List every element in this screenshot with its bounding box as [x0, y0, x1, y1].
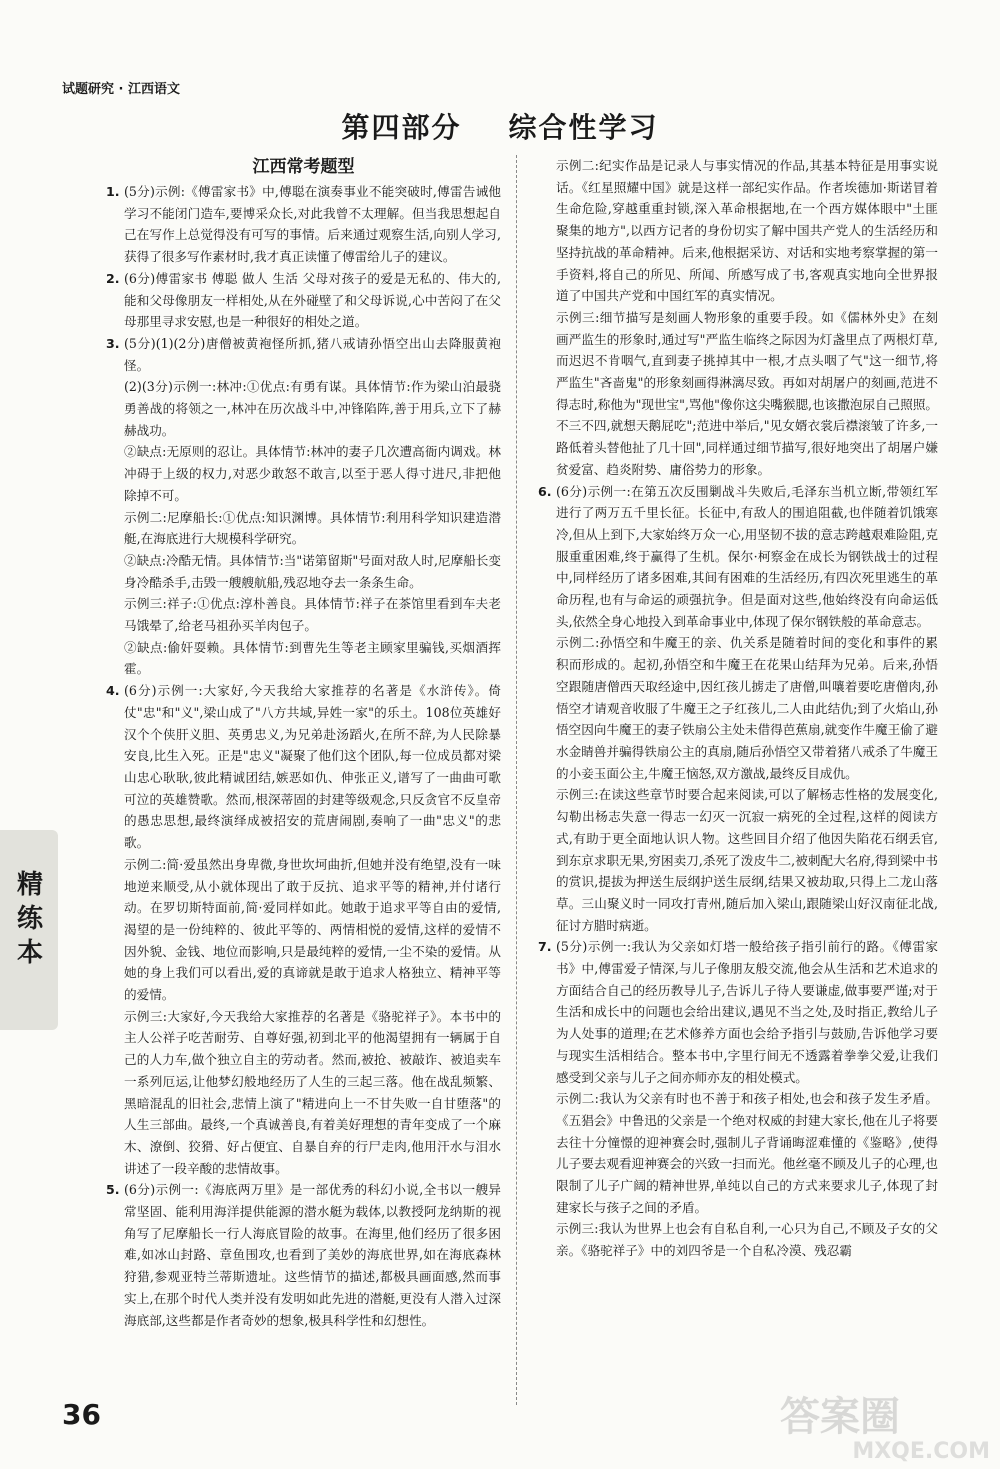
answer-number: 1.: [106, 184, 120, 199]
answer-paragraph: [556, 307, 938, 481]
answer-paragraph: [106, 333, 501, 376]
answer-text: 示例三:细节描写是刻画人物形象的重要手段。如《儒林外史》在刻画严监生的形象时,通过写"严监生临终之际因为灯盏里点了两根灯草,而迟迟不肯咽气,直到妻子挑掉其中一根,才点头咽了气"这一细节,将严监生"吝啬鬼"的形象刻画得淋漓尽致。再如对胡屠户的刻画,范进不得志时,称他为"现世宝",骂他"像你这尖嘴猴腮,也该撒泡尿自己照照。不三不四,就想天鹅屁吃";范进中举后,"见女婿衣裳后襟滚皱了许多,一路低着头替他扯了几十回",同样通过细节描写,很好地突出了胡屠户嫌贫爱富、趋炎附势、庸俗势力的形象。: [556, 309, 939, 477]
left-answer-list: [106, 181, 501, 1331]
answer-text: ②缺点:偷奸耍赖。具体情节:到曹先生等老主顾家里骗钱,买烟酒挥霍。: [124, 639, 501, 677]
answer-text: (5分)示例一:我认为父亲如灯塔一般给孩子指引前行的路。《傅雷家书》中,傅雷爱子情深,与儿子像朋友般交流,他会从生活和艺术追求的方面结合自己的经历教导儿子,告诉儿子待人要谦虚,做事要严谨;对于生活和成长中的问题也会给出建议,遇见不当之处,及时指正,教给儿子为人处事的道理;在艺术修养方面也会给予指引与鼓励,告诉他学习要与现实生活相结合。整本书中,字里行间无不透露着拳拳父爱,让我们感受到父亲与儿子之间亦师亦友的相处模式。: [556, 939, 938, 1085]
answer-paragraph: [556, 632, 938, 784]
answer-paragraph: [556, 155, 938, 307]
answer-paragraph: [124, 593, 501, 636]
answer-text: (6分)傅雷家书 傅聪 做人 生活 父母对孩子的爱是无私的、伟大的,能和父母像朋友一样相处,从在外碰壁了和父母诉说,心中苦闷了在父母那里寻求安慰,也是一种很好的相处之道。: [124, 270, 501, 330]
section-title: 江西常考题型: [252, 157, 355, 177]
answer-paragraph: [124, 1006, 501, 1180]
answer-text: ②缺点:冷酷无情。具体情节:当"诺第留斯"号面对敌人时,尼摩船长变身冷酷杀手,击毁一艘艘航船,残忍地夺去一条条生命。: [124, 552, 501, 590]
answer-text: 示例二:孙悟空和牛魔王的亲、仇关系是随着时间的变化和事件的累积而形成的。起初,孙悟空和牛魔王在花果山结拜为兄弟。后来,孙悟空跟随唐僧西天取经途中,因红孩儿掳走了唐僧,叫嚷着要吃唐僧肉,孙悟空才请观音收服了牛魔王之子红孩儿,二人由此结仇;到了火焰山,孙悟空因向牛魔王的妻子铁扇公主处未借得芭蕉扇,就变作牛魔王偷了避水金睛兽并骗得铁扇公主的真扇,随后孙悟空又带着猪八戒杀了牛魔王的小妾玉面公主,牛魔王恼怒,双方激战,最终反目成仇。: [556, 635, 938, 781]
answer-number: 4.: [106, 683, 120, 699]
answer-item: [106, 333, 501, 680]
answer-paragraph: [124, 507, 501, 550]
answer-item: [538, 481, 938, 937]
answer-text: (2)(3分)示例一:林冲:①优点:有勇有谋。具体情节:作为梁山泊最骁勇善战的将领之一,林冲在历次战斗中,冲锋陷阵,善于用兵,立下了赫赫战功。: [124, 379, 501, 438]
side-label-char: 练: [16, 904, 43, 934]
answer-text: 示例二:纪实作品是记录人与事实情况的作品,其基本特征是用事实说话。《红星照耀中国》就是这样一部纪实作品。作者埃德加·斯诺冒着生命危险,穿越重重封锁,深入革命根据地,在一个西方媒体眼中"土匪聚集的地方",以西方记者的身份切实了解中国共产党人的生活经历和坚持抗战的革命精神。后来,他根据采访、对话和实地考察掌握的第一手资料,将自己的所见、所闻、所感写成了书,客观真实地向全世界报道了中国共产党和中国红军的真实情况。: [556, 158, 938, 304]
side-label: [10, 868, 50, 970]
answer-text: 示例三:大家好,今天我给大家推荐的名著是《骆驼祥子》。本书中的主人公祥子吃苦耐劳、自尊好强,初到北平的他渴望拥有一辆属于自己的人力车,做个独立自主的劳动者。然而,被抢、被敲诈、被追卖车一系列厄运,让他梦幻般地经历了人生的三起三落。他在战乱频繁、黑暗混乱的旧社会,悲情上演了"精进向上一不甘失败一自甘堕落"的人生三部曲。最终,一个真诚善良,有着美好理想的青年变成了一个麻木、潦倒、狡猾、好占便宜、自暴自弃的行尸走肉,他用汗水与泪水讲述了一段辛酸的悲情故事。: [124, 1008, 501, 1176]
answer-number: 7.: [538, 939, 552, 955]
answer-number: 2.: [106, 270, 120, 286]
answer-number: 5.: [106, 1182, 120, 1198]
answer-paragraph: [538, 481, 938, 633]
answer-paragraph: [124, 550, 501, 593]
answer-paragraph: [106, 268, 501, 333]
answer-item: [106, 1179, 501, 1331]
watermark: [780, 1395, 990, 1463]
answer-text: 示例三:祥子:①优点:淳朴善良。具体情节:祥子在茶馆里看到车夫老马饿晕了,给老马祖孙买羊肉包子。: [124, 596, 501, 634]
answer-item: [106, 181, 501, 268]
answer-text: 示例二:尼摩船长:①优点:知识渊博。具体情节:利用科学知识建造潜艇,在海底进行大规模科学研究。: [124, 509, 501, 547]
answer-text: (6分)示例一:《海底两万里》是一部优秀的科幻小说,全书以一艘异常坚固、能利用海洋提供能源的潜水艇为载体,以教授阿龙纳斯的视角写了尼摩船长一行人海底冒险的故事。在海里,他们经历了很多困难,如冰山封路、章鱼围攻,也看到了美妙的海底世界,如在海底森林狩猎,参观亚特兰蒂斯遗址。这些情节的描述,都极具画面感,然而事实上,在那个时代人类并没有发明如此先进的潜艇,更没有人潜入过深海底部,这些都是作者奇妙的想象,极具科学性和幻想性。: [124, 1182, 501, 1328]
answer-paragraph: [556, 1088, 938, 1218]
answer-text: 示例三:我认为世界上也会有自私自利,一心只为自己,不顾及子女的父亲。《骆驼祥子》中的刘四爷是一个自私冷漠、残忍霸: [556, 1221, 938, 1259]
column-divider: [516, 155, 517, 1405]
answer-paragraph: [106, 680, 501, 854]
watermark-logo: 答案圈: [780, 1394, 900, 1440]
answer-item: [538, 155, 938, 481]
answer-item: [106, 680, 501, 1179]
answer-text: (5分)示例:《傅雷家书》中,傅聪在演奏事业不能突破时,傅雷告诫他学习不能闭门造车,要博采众长,对此我曾不太理解。但当我思想起自己在写作上总觉得没有可写的事情。后来通过观察生活,向别人学习,获得了很多写作素材时,我才真正读懂了傅雷给儿子的建议。: [124, 184, 501, 265]
answer-paragraph: [124, 376, 501, 441]
answer-text: ②缺点:无原则的忍让。具体情节:林冲的妻子几次遭高衙内调戏。林冲碍于上级的权力,对恶少敢怒不敢言,以至于恶人得寸进尺,非把他除掉不可。: [124, 444, 501, 503]
page-number: 36: [62, 1398, 101, 1431]
right-answer-list: [538, 155, 938, 1262]
answer-paragraph: [124, 854, 501, 1006]
answer-text: (6分)示例一:在第五次反围剿战斗失败后,毛泽东当机立断,带领红军进行了两万五千里长征。长征中,有敌人的围追阻截,也伴随着饥饿寒冷,但从上到下,大家始终万众一心,用坚韧不拔的意志跨越艰难险阻,克服重重困难,终于赢得了生机。保尔·柯察金在成长为钢铁战士的过程中,同样经历了诸多困难,其间有困难的生活经历,有四次死里逃生的革命历程,也有与命运的顽强抗争。但是面对这些,他始终没有向命运低头,依然全身心地投入到革命事业中,体现了保尔钢铁般的革命意志。: [556, 483, 938, 629]
answer-paragraph: [106, 1179, 501, 1331]
answer-paragraph: [556, 784, 938, 936]
answer-text: 示例三:在读这些章节时要合起来阅读,可以了解杨志性格的发展变化,勾勒出杨志失意一得志一幻灭一沉寂一病死的全过程,这样的阅读方式,有助于更全面地认识人物。这些回目介绍了他因失陷花石纲丢官,到东京求职无果,穷困卖刀,杀死了泼皮牛二,被刺配大名府,得到梁中书的赏识,提拔为押送生辰纲护送生辰纲,结果又被劫取,只得上二龙山落草。三山聚义时一同攻打青州,随后加入梁山,跟随梁山好汉南征北战,征讨方腊时病逝。: [556, 787, 938, 933]
answer-number: 6.: [538, 483, 552, 499]
watermark-url: MXQE.COM: [852, 1439, 990, 1464]
answer-text: (6分)示例一:大家好,今天我给大家推荐的名著是《水浒传》。倚仗"忠"和"义",梁山成了"八方共域,异姓一家"的乐土。108位英雄好汉个个侠肝义胆、英勇忠义,为兄弟赴汤蹈火,在所不辞,为人民除暴安良,比生入死。正是"忠义"凝聚了他们这个团队,每一位成员都对梁山忠心耿耿,彼此精诚团结,嫉恶如仇、伸张正义,谱写了一曲曲可歌可泣的英雄赞歌。然而,根深蒂固的封建等级观念,只反贪官不反皇帝的愚忠思想,最终演绎成被招安的荒唐闹剧,奏响了一曲"忠义"的悲歌。: [124, 683, 501, 851]
answer-item: [538, 936, 938, 1262]
answer-text: (5分)(1)(2分)唐僧被黄袍怪所抓,猪八戒请孙悟空出山去降服黄袍怪。: [124, 335, 501, 373]
answer-paragraph: [124, 637, 501, 680]
answer-paragraph: [124, 441, 501, 506]
side-label-char: 本: [16, 938, 43, 968]
answer-number: 3.: [106, 335, 120, 351]
answer-paragraph: [106, 181, 501, 268]
answer-item: [106, 268, 501, 333]
answer-paragraph: [556, 1218, 938, 1261]
answer-text: 示例二:我认为父亲有时也不善于和孩子相处,也会和孩子发生矛盾。《五猖会》中鲁迅的父亲是一个绝对权威的封建大家长,他在儿子将要去往十分憧憬的迎神赛会时,强制儿子背诵晦涩难懂的《鉴略》,使得儿子要去观看迎神赛会的兴致一扫而光。他丝毫不顾及儿子的心理,也限制了儿子广阔的精神世界,单纯以自己的方式来要求儿子,体现了封建家长与孩子之间的矛盾。: [556, 1091, 938, 1215]
answer-paragraph: [538, 936, 938, 1088]
page-title: 第四部分 综合性学习: [341, 111, 659, 144]
side-label-char: 精: [16, 870, 43, 900]
left-column: [106, 155, 501, 1331]
running-header: 试题研究 · 江西语文: [62, 82, 180, 97]
answer-text: 示例二:简·爱虽然出身卑微,身世坎坷曲折,但她并没有绝望,没有一味地逆来顺受,从小就体现出了敢于反抗、追求平等的精神,并付诸行动。在罗切斯特面前,简·爱同样如此。她敢于追求平等自由的爱情,渴望的是一份纯粹的、彼此平等的、两情相悦的爱情,这样的爱情不因外貌、金钱、地位而影响,只是最纯粹的爱情,一尘不染的爱情。从她的身上我们可以看出,爱的真谛就是敢于追求人格独立、精神平等的爱情。: [124, 856, 501, 1003]
right-column: [538, 155, 938, 1262]
